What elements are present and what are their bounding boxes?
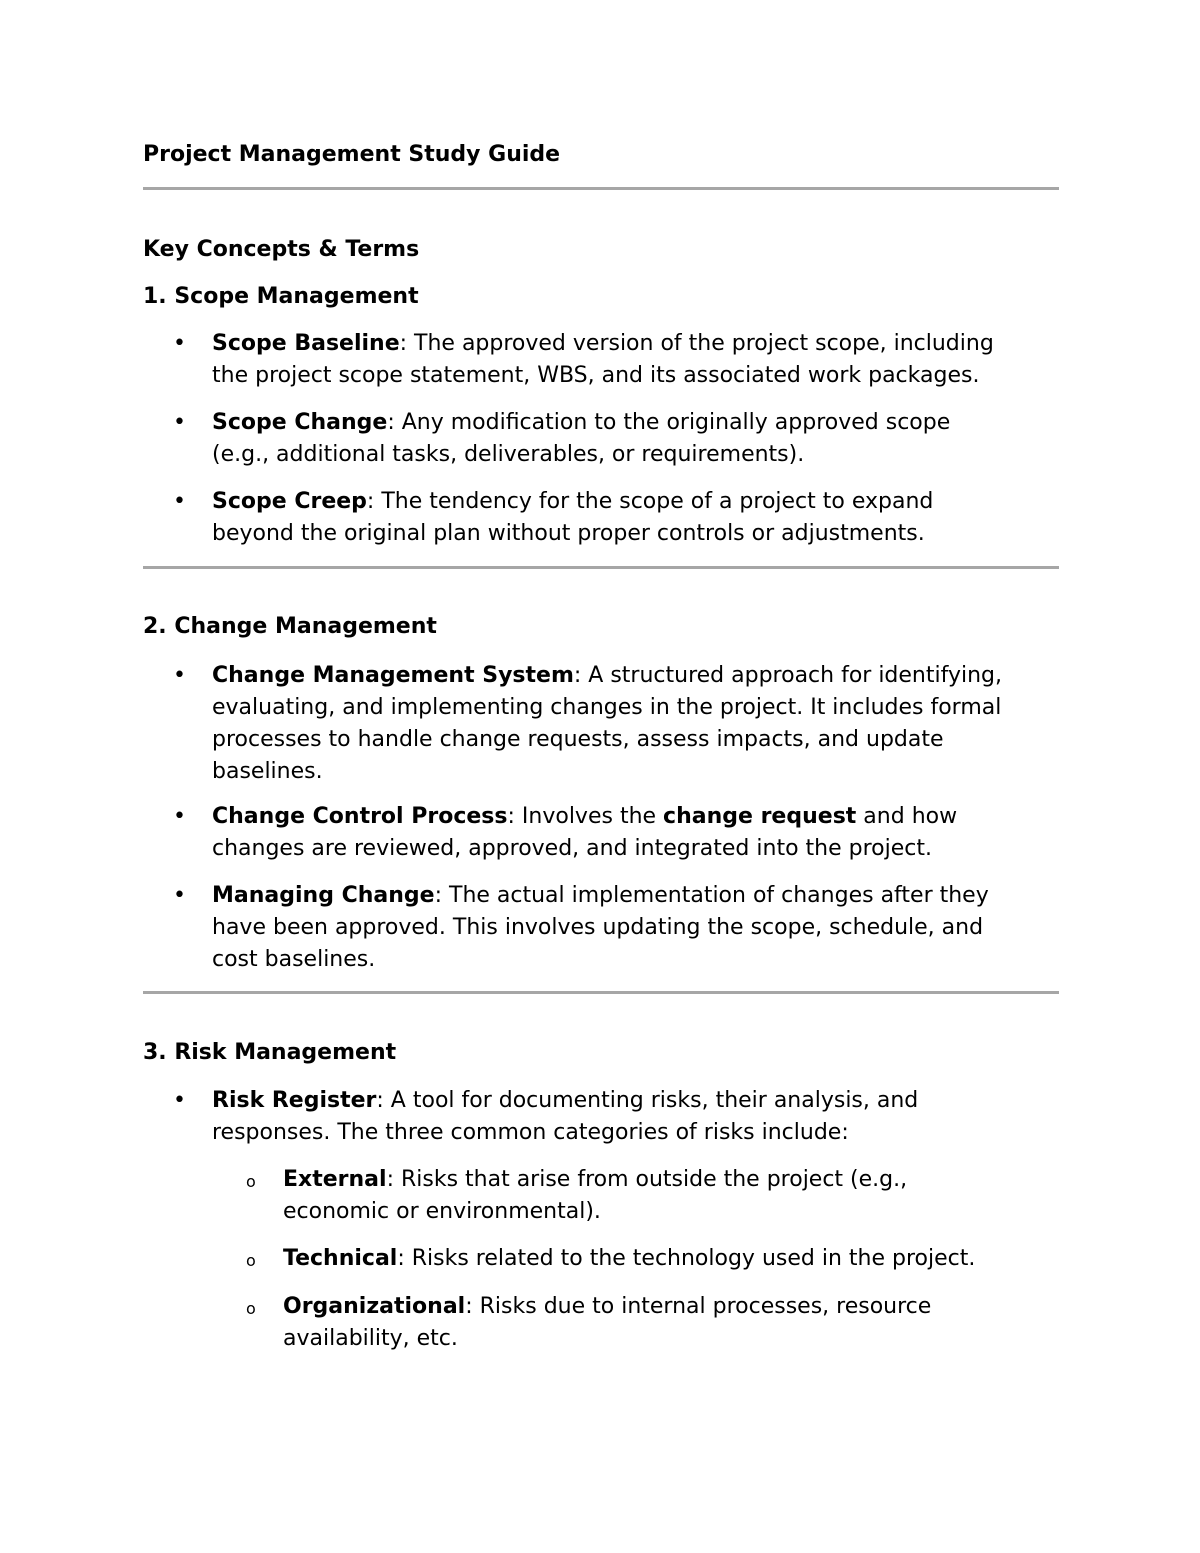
horizontal-rule (143, 187, 1059, 190)
inline-bold: change request (663, 804, 857, 829)
bullet-icon: • (173, 489, 186, 514)
horizontal-rule (143, 991, 1059, 994)
section-heading-change: 2. Change Management (143, 614, 437, 639)
term-label: External (283, 1167, 387, 1192)
term-label: Change Control Process (212, 804, 508, 829)
bullet-icon: • (173, 331, 186, 356)
bullet-icon: • (173, 410, 186, 435)
term-label: Technical (283, 1246, 398, 1271)
document-title: Project Management Study Guide (143, 142, 561, 167)
term-label: Change Management System (212, 663, 574, 688)
circle-bullet-icon: o (246, 1299, 256, 1318)
term-label: Risk Register (212, 1088, 377, 1113)
term-label: Scope Creep (212, 489, 367, 514)
term-label: Scope Change (212, 410, 388, 435)
term-label: Organizational (283, 1294, 466, 1319)
bullet-icon: • (173, 804, 186, 829)
horizontal-rule (143, 566, 1059, 569)
term-label: Managing Change (212, 883, 435, 908)
circle-bullet-icon: o (246, 1251, 256, 1270)
bullet-icon: • (173, 1088, 186, 1113)
section-heading-scope: 1. Scope Management (143, 284, 419, 309)
circle-bullet-icon: o (246, 1172, 256, 1191)
bullet-icon: • (173, 883, 186, 908)
section-heading-risk: 3. Risk Management (143, 1040, 397, 1065)
subtitle-heading: Key Concepts & Terms (143, 237, 420, 262)
term-label: Scope Baseline (212, 331, 400, 356)
bullet-icon: • (173, 663, 186, 688)
